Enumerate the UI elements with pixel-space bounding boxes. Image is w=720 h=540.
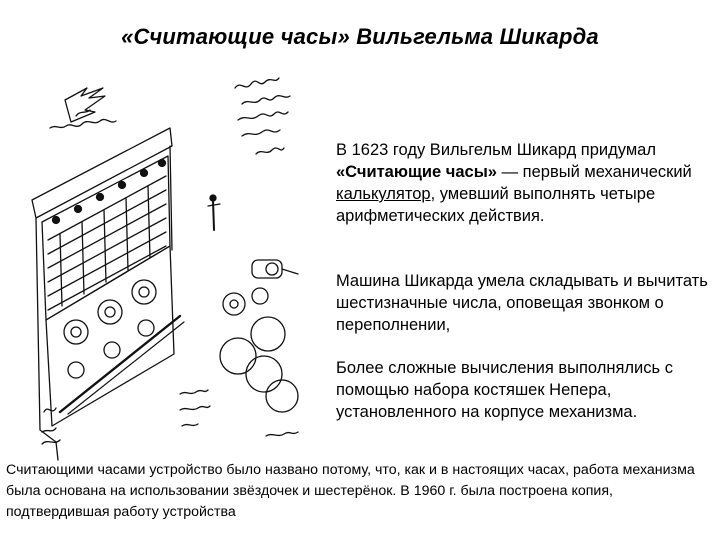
paragraph-invention-text-3: , умевший выполнять четыре арифметических действия. bbox=[336, 185, 656, 225]
paragraph-invention-text-1: В 1623 году Вильгельм Шикард придумал bbox=[336, 141, 656, 159]
paragraph-invention-text-2: — первый механический bbox=[496, 163, 692, 181]
bottom-paragraph: Считающими часами устройство было названо потому, что, как и в настоящих часах, работа механизма была основана на использовании звёздочек и шестерёнок. В 1960 г. была построена копия, подтвердившая работу устройства bbox=[6, 462, 695, 520]
slide-title: «Считающие часы» Вильгельма Шикарда bbox=[121, 24, 599, 49]
calculator-link[interactable]: калькулятор bbox=[336, 185, 431, 203]
paragraph-capabilities: Машина Шикарда умела складывать и вычитать шестизначные числа, оповещая звонком о переполнении, bbox=[336, 272, 708, 334]
schickard-sketch-drawing bbox=[20, 70, 332, 470]
paragraph-napier-rods: Более сложные вычисления выполнялись с помощью набора костяшек Непера, установленного на корпусе механизма. bbox=[336, 359, 673, 421]
paragraph-invention bbox=[336, 139, 708, 227]
paragraph-invention-bold: «Считающие часы» bbox=[336, 163, 497, 181]
